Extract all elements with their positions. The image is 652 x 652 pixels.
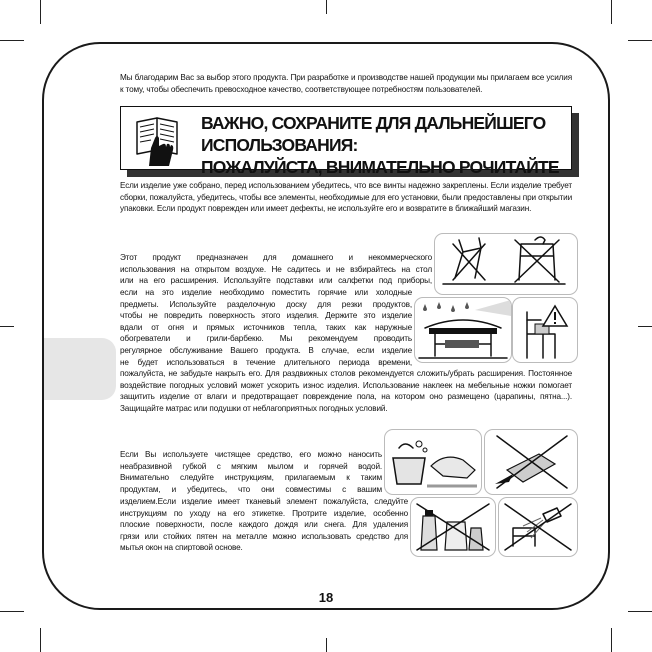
usage-line: вдали от огня и прямых источников тепла, таких как наружные bbox=[120, 322, 412, 332]
crop-mark bbox=[628, 40, 652, 41]
crop-mark bbox=[638, 326, 652, 327]
cleaning-line: продуктам, и убедитесь, что они совместимы с вашим bbox=[120, 484, 382, 494]
banner-title bbox=[201, 112, 561, 178]
cleaning-line: неабразивной губкой с мягким мылом и горячей водой. bbox=[120, 461, 382, 471]
important-banner bbox=[120, 106, 572, 177]
page-number: 18 bbox=[318, 590, 334, 605]
illustration-no-pressure-washer bbox=[498, 497, 578, 557]
usage-line: использования на открытом воздухе. Не садитесь и не взбирайтесь на стол bbox=[120, 264, 432, 274]
side-tab bbox=[44, 338, 116, 400]
cleaning-line: Внимательно следуйте инструкциям, прилагаемым к таким bbox=[120, 473, 382, 483]
crop-mark bbox=[611, 628, 612, 652]
illustration-no-standing bbox=[434, 233, 578, 295]
cleaning-line: плоские поверхности, после каждого дождя или снега. Для удаления bbox=[120, 520, 408, 530]
cleaning-line: грязи или стойких пятен на металле можно использовать средство для bbox=[120, 531, 408, 541]
usage-paragraph-rest: пожалуйста, не забудьте накрыть его. Для раздвижных столов рекомендуется сложить/убрать расширения. Постоянное воздействие погодных условий может ускорить износ изделия. Использование наклеек на мебельные ножки помогает защитить изделие от влаги и предотвращает повреждение пола, на котором оно размещено (царапины, пятна...). Защищайте матрас или подушки от неблагоприятных погодных условий. bbox=[120, 369, 572, 413]
cleaning-line: инструкциям по уходу на его этикетке. Протрите изделие, особенно bbox=[120, 508, 408, 518]
read-manual-icon bbox=[129, 110, 189, 168]
cleaning-line: изделием.Если изделие имеет тканевый элемент пожалуйста, следуйте bbox=[120, 497, 408, 506]
cleaning-line: мытья окон на спиртовой основе. bbox=[120, 543, 243, 553]
usage-line: не будет использоваться в течение длительного периода времени, bbox=[120, 357, 412, 367]
usage-line: регулярное обслуживание Вашего продукта. В случае, если изделие bbox=[120, 345, 412, 355]
crop-mark bbox=[40, 0, 41, 24]
usage-line: чтобы не повредить поверхность этого изделия. Держите это изделие bbox=[120, 311, 412, 321]
illustration-hot-items bbox=[512, 297, 578, 363]
crop-mark bbox=[611, 0, 612, 24]
banner-line-2: ПОЖАЛУЙСТА, ВНИМАТЕЛЬНО РОЧИТАЙТЕ bbox=[201, 157, 559, 177]
usage-line: если на это изделие необходимо поместить горячие или холодные bbox=[120, 288, 412, 297]
crop-mark bbox=[40, 628, 41, 652]
crop-mark bbox=[628, 611, 652, 612]
illustration-no-abrasive bbox=[484, 429, 578, 495]
usage-line: обогреватели и грили-барбекю. Мы рекомендуем проводить bbox=[120, 334, 412, 344]
illustration-no-chemicals bbox=[410, 497, 496, 557]
crop-mark bbox=[0, 40, 24, 41]
usage-line: Этот продукт предназначен для домашнего и некоммерческого bbox=[120, 253, 432, 262]
crop-mark bbox=[326, 0, 327, 14]
usage-line: или на его расширения. Используйте подставки или салфетки под приборы, bbox=[120, 276, 432, 286]
banner-line-1: ВАЖНО, СОХРАНИТЕ ДЛЯ ДАЛЬНЕЙШЕГО ИСПОЛЬЗОВАНИЯ: bbox=[201, 113, 546, 155]
illustration-soap-water bbox=[384, 429, 482, 495]
assembly-paragraph: Если изделие уже собрано, перед использованием убедитесь, что все винты надежно закреплены. Если изделие требует сборки, пожалуйста, убедитесь, чтобы все элементы, необходимые для его установки, были предоставлены при открытии упаковки. Если продукт поврежден или имеет дефекты, не используйте его и возвратите в ближайший магазин. bbox=[120, 181, 572, 214]
crop-mark bbox=[0, 611, 24, 612]
crop-mark bbox=[326, 638, 327, 652]
intro-paragraph: Мы благодарим Вас за выбор этого продукта. При разработке и производстве нашей продукции мы прилагаем все усилия к тому, чтобы обеспечить превосходное качество, соответствующее потребностям пользователей. bbox=[120, 73, 572, 94]
crop-mark bbox=[0, 326, 14, 327]
usage-line: предметы. Используйте разделочную доску для резки продуктов, bbox=[120, 299, 412, 309]
illustration-weather-protection bbox=[414, 297, 512, 363]
cleaning-line: Если Вы используете чистящее средство, его можно наносить bbox=[120, 450, 382, 459]
